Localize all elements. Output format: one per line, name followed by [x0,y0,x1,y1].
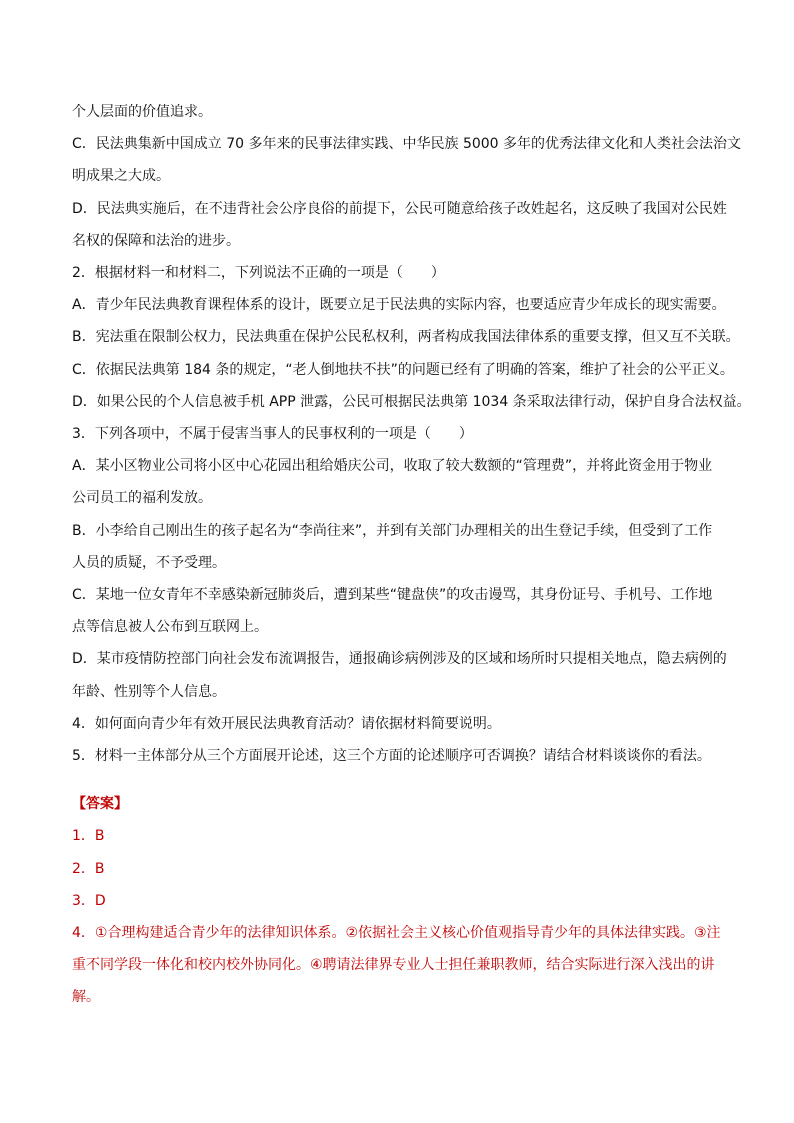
text-line: 人员的质疑，不予受理。 [72,554,226,571]
answer-heading: 【答案】 [72,796,128,813]
text-line: C．依据民法典第 184 条的规定，“老人倒地扶不扶”的问题已经有了明确的答案，维护了社会的公平正义。 [72,361,734,378]
answer-line: 1．B [72,828,105,845]
text-line: C．民法典集新中国成立 70 多年来的民事法律实践、中华民族 5000 多年的优秀法律文化和人类社会法治文 [72,136,742,153]
text-line: 年龄、性别等个人信息。 [72,683,226,700]
text-line: 2．根据材料一和材料二，下列说法不正确的一项是（ ） [72,265,445,282]
text-line: 个人层面的价值追求。 [72,104,212,120]
text-line: 名权的保障和法治的进步。 [72,232,240,249]
text-line: B．宪法重在限制公权力，民法典重在保护公民私权利，两者构成我国法律体系的重要支撑，但又互不关联。 [72,329,740,346]
text-line: 4．如何面向青少年有效开展民法典教育活动？请依据材料简要说明。 [72,715,501,732]
text-line: C．某地一位女青年不幸感染新冠肺炎后，遭到某些“键盘侠”的攻击谩骂，其身份证号、手机号、工作地 [72,587,713,604]
answer-line: 4．①合理构建适合青少年的法律知识体系。②依据社会主义核心价值观指导青少年的具体法律实践。③注 [72,925,721,942]
questions-section [72,96,754,772]
answer-line: 3．D [72,892,106,909]
text-line: B．小李给自己刚出生的孩子起名为“李尚往来”，并到有关部门办理相关的出生登记手续，但受到了工作 [72,522,713,539]
text-line: A．青少年民法典教育课程体系的设计，既要立足于民法典的实际内容，也要适应青少年成长的现实需要。 [72,297,726,314]
text-line: 点等信息被人公布到互联网上。 [72,619,268,636]
text-line: D．某市疫情防控部门向社会发布流调报告，通报确诊病例涉及的区域和场所时只提相关地点，隐去病例的 [72,651,727,668]
text-line: 公司员工的福利发放。 [72,490,212,507]
answer-line: 重不同学段一体化和校内校外协同化。④聘请法律界专业人士担任兼职教师，结合实际进行深入浅出的讲 [72,957,715,974]
text-line: A．某小区物业公司将小区中心花园出租给婚庆公司，收取了较大数额的“管理费”，并将此资金用于物业 [72,458,713,475]
answer-section [72,788,754,1013]
text-line: 5．材料一主体部分从三个方面展开论述，这三个方面的论述顺序可否调换？请结合材料谈谈你的看法。 [72,748,711,765]
text-line: D．民法典实施后，在不违背社会公序良俗的前提下，公民可随意给孩子改姓起名，这反映了我国对公民姓 [72,200,727,217]
answer-line: 解。 [72,989,100,1006]
text-line: 3．下列各项中，不属于侵害当事人的民事权利的一项是（ ） [72,426,473,443]
text-line: D．如果公民的个人信息被手机 APP 泄露，公民可根据民法典第 1034 条采取法律行动，保护自身合法权益。 [72,393,751,410]
text-line: 明成果之大成。 [72,168,170,185]
section-gap [72,772,754,788]
answer-line: 2．B [72,860,105,877]
